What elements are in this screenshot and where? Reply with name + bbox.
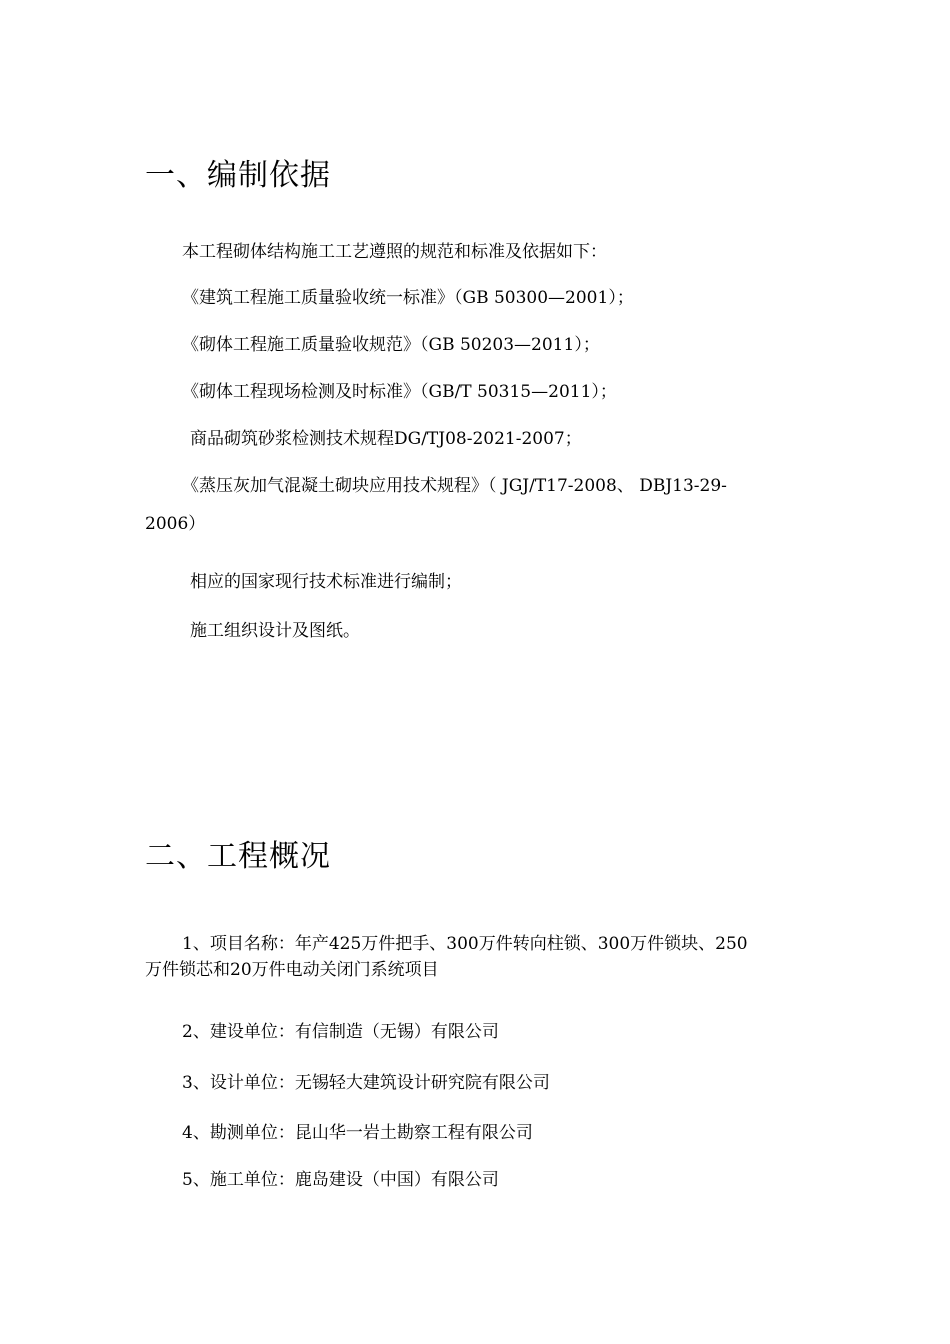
basis-item-5-line-2: 2006） <box>145 514 206 534</box>
basis-item-7: 施工组织设计及图纸。 <box>190 621 360 641</box>
overview-client: 2、建设单位：有信制造（无锡）有限公司 <box>182 1022 499 1042</box>
basis-item-2: 《砌体工程施工质量验收规范》（GB 50203—2011）； <box>182 335 600 355</box>
overview-surveyor: 4、勘测单位：昆山华一岩土勘察工程有限公司 <box>182 1123 533 1143</box>
overview-contractor: 5、施工单位：鹿岛建设（中国）有限公司 <box>182 1170 499 1190</box>
overview-designer: 3、设计单位：无锡轻大建筑设计研究院有限公司 <box>182 1073 550 1093</box>
basis-intro: 本工程砌体结构施工工艺遵照的规范和标准及依据如下： <box>182 242 607 262</box>
overview-project-name-line-2: 万件锁芯和20万件电动关闭门系统项目 <box>145 960 439 980</box>
basis-item-6: 相应的国家现行技术标准进行编制； <box>190 572 462 592</box>
basis-item-1: 《建筑工程施工质量验收统一标准》（GB 50300—2001）； <box>182 288 634 308</box>
basis-item-5-line-1: 《蒸压灰加气混凝土砌块应用技术规程》（ JGJ/T17-2008、 DBJ13-29- <box>182 476 727 496</box>
section-title-basis: 一、编制依据 <box>145 158 331 193</box>
basis-item-3: 《砌体工程现场检测及时标准》（GB/T 50315—2011）； <box>182 382 617 402</box>
overview-project-name-line-1: 1、项目名称：年产425万件把手、300万件转向柱锁、300万件锁块、250 <box>182 934 748 954</box>
basis-item-5 <box>145 474 825 536</box>
section-title-overview: 二、工程概况 <box>145 839 331 874</box>
overview-project-name <box>145 932 825 982</box>
basis-item-4: 商品砌筑砂浆检测技术规程DG/TJ08-2021-2007； <box>190 429 582 449</box>
